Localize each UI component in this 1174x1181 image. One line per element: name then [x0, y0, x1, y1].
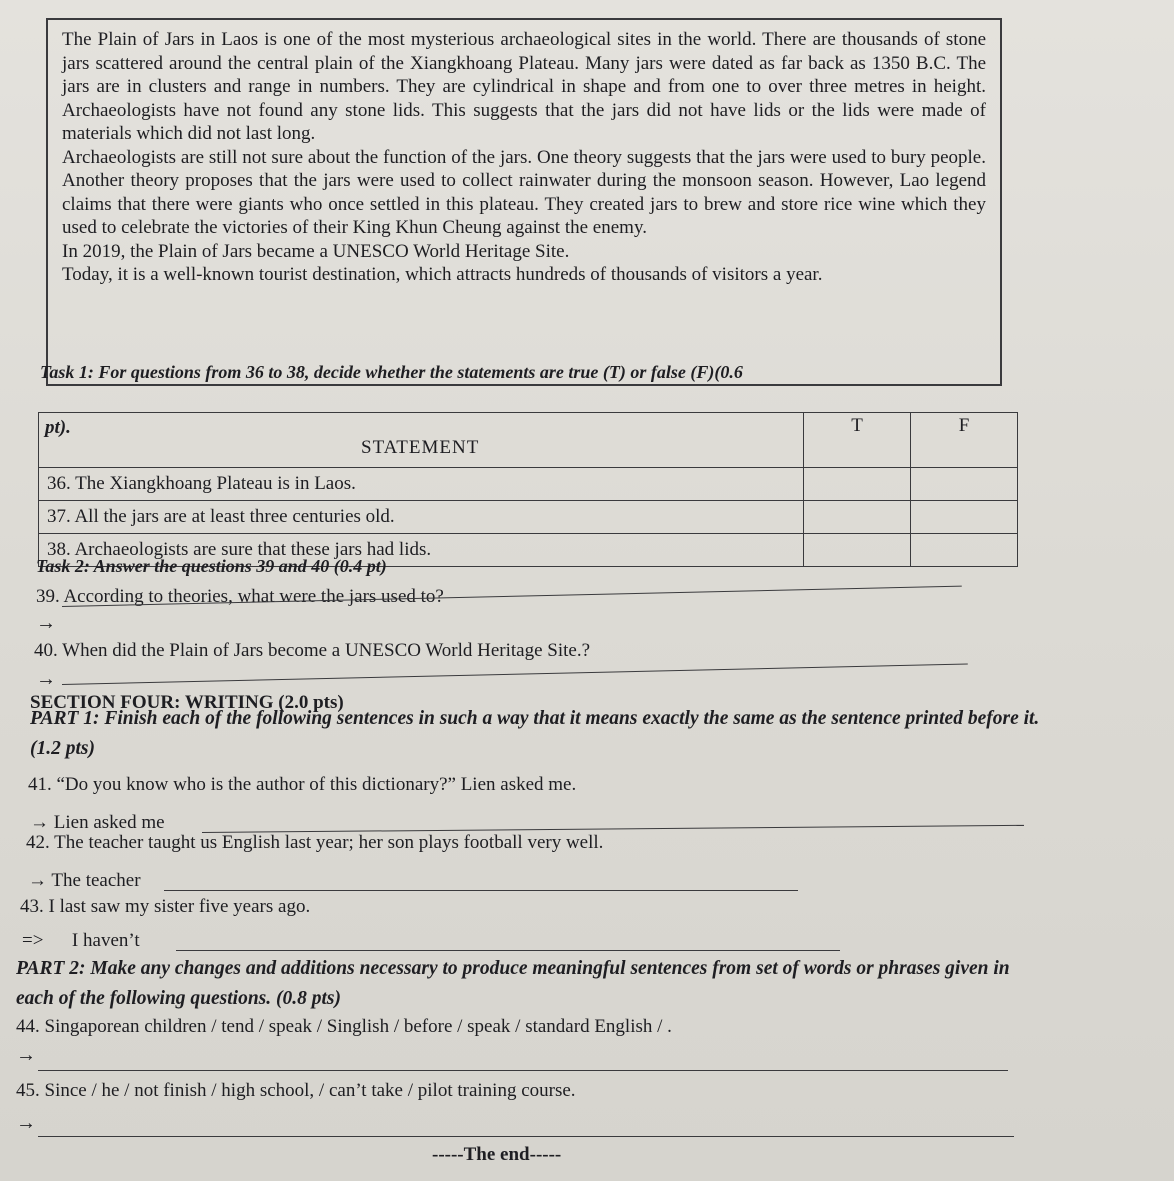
statement-header-cell: [39, 413, 804, 468]
statement-38: 38. Archaeologists are sure that these jars had lids.: [39, 534, 804, 567]
question-42-prompt: → The teacher: [28, 870, 141, 891]
answer-arrow-40: →: [36, 668, 56, 690]
question-45: 45. Since / he / not finish / high school, / can’t take / pilot training course.: [16, 1080, 576, 1101]
answer-cell-38-t[interactable]: [804, 534, 911, 567]
answer-arrow-45: →: [16, 1112, 36, 1134]
statement-37: 37. All the jars are at least three centuries old.: [39, 501, 804, 534]
question-39: 39. According to theories, what were the jars used to?: [36, 586, 444, 607]
answer-line-43[interactable]: [176, 950, 840, 951]
answer-cell-36-f[interactable]: [911, 468, 1018, 501]
answer-line-42[interactable]: [164, 890, 798, 891]
passage-paragraph-4: Today, it is a well-known tourist destination, which attracts hundreds of thousands of visitors a year.: [62, 264, 823, 285]
statement-column-header: STATEMENT: [361, 437, 480, 458]
question-43-prompt: => I haven’t: [22, 930, 140, 951]
table-header-row: [39, 413, 1018, 468]
answer-arrow-39: →: [36, 612, 56, 634]
false-column-header: F: [911, 413, 1018, 468]
answer-line-44[interactable]: [38, 1070, 1008, 1071]
answer-cell-37-t[interactable]: [804, 501, 911, 534]
answer-arrow-44: →: [16, 1044, 36, 1066]
answer-cell-38-f[interactable]: [911, 534, 1018, 567]
question-44: 44. Singaporean children / tend / speak / Singlish / before / speak / standard English / .: [16, 1016, 672, 1037]
true-false-table: [38, 412, 1018, 567]
task2-instruction: Task 2: Answer the questions 39 and 40 (0.4 pt): [36, 556, 387, 576]
task1-instruction: Task 1: For questions from 36 to 38, decide whether the statements are true (T) or false (F)(0.6: [40, 362, 743, 382]
answer-cell-36-t[interactable]: [804, 468, 911, 501]
section-four-title: SECTION FOUR: WRITING (2.0 pts): [30, 692, 344, 713]
true-column-header: T: [804, 413, 911, 468]
question-40: 40. When did the Plain of Jars become a UNESCO World Heritage Site.?: [34, 640, 591, 661]
question-41-prompt: → Lien asked me: [30, 812, 165, 833]
answer-line-45[interactable]: [38, 1136, 1014, 1137]
table-row: [39, 501, 1018, 534]
passage-paragraph-3: In 2019, the Plain of Jars became a UNESCO World Heritage Site.: [62, 240, 570, 262]
answer-cell-37-f[interactable]: [911, 501, 1018, 534]
end-marker: -----The end-----: [432, 1144, 562, 1165]
question-42: 42. The teacher taught us English last year; her son plays football very well.: [26, 832, 604, 853]
answer-line-40[interactable]: [62, 663, 968, 685]
statement-36: 36. The Xiangkhoang Plateau is in Laos.: [39, 468, 804, 501]
part1-instruction: PART 1: Finish each of the following sentences in such a way that it means exactly the same as the sentence printed before it. (1.2 pts): [30, 708, 1040, 759]
question-43: 43. I last saw my sister five years ago.: [20, 896, 311, 917]
task1-instruction-continued: pt).: [45, 417, 71, 438]
part2-instruction: PART 2: Make any changes and additions necessary to produce meaningful sentences from set of words or phrases given in each of the following questions. (0.8 pts): [16, 958, 1010, 1009]
passage-paragraph-1: The Plain of Jars in Laos is one of the most mysterious archaeological sites in the world. There are thousands of stone jars scattered around the central plain of the Xiangkhoang Plateau. Many jars were dated as far back as 1350 B.C. The jars are in clusters and range in numbers. They are cylindrical in shape and from one to over three metres in height. Archaeologists have not found any stone lids. This suggests that the jars did not have lids or the lids were made of materials which did not last long.: [62, 29, 986, 144]
question-41: 41. “Do you know who is the author of this dictionary?” Lien asked me.: [28, 774, 577, 795]
passage-paragraph-2: Archaeologists are still not sure about the function of the jars. One theory suggests that the jars were used to bury people. Another theory proposes that the jars were used to collect rainwater during the monsoon season. However, Lao legend claims that there were giants who once settled in this plateau. They created jars to brew and store rice wine which they used to celebrate the victories of their King Khun Cheung against the enemy.: [62, 146, 986, 238]
reading-passage-box: [46, 18, 1002, 386]
table-row: [39, 468, 1018, 501]
